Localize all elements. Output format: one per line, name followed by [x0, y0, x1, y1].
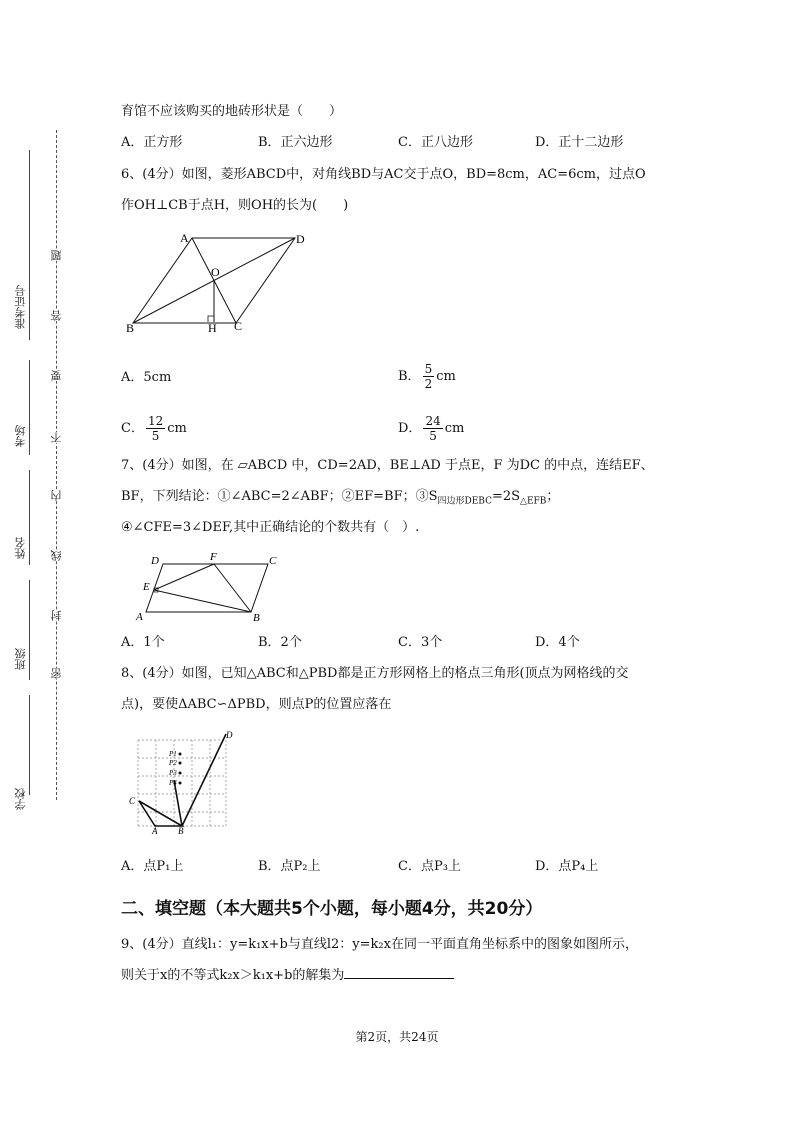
page-footer: 第2页，共24页	[355, 1030, 439, 1044]
section-heading: 二、填空题（本大题共5个小题，每小题4分，共20分）	[121, 899, 543, 919]
q6-option-a: A．5cm	[121, 370, 172, 385]
label-exam-number: 准考证号	[14, 285, 27, 329]
margin-line	[29, 360, 30, 455]
margin-line	[29, 150, 30, 340]
q6-option-b: B． $\frac{5}{2}$ cm	[398, 362, 456, 391]
seal-char: 线	[50, 550, 63, 561]
seal-dotted-line	[56, 130, 57, 800]
q6-option-d: D． $\frac{24}{5}$ cm	[398, 414, 465, 443]
label-C: C	[234, 319, 243, 333]
q8-option-d: D．点P₄上	[535, 859, 599, 874]
seal-char: 答	[50, 310, 63, 321]
label-D: D	[151, 555, 159, 567]
q5-option-a: A．正方形	[121, 135, 183, 150]
q5-stem-tail: 育馆不应该购买的地砖形状是（ ）	[121, 104, 343, 119]
q7-stem-line2: BF，下列结论：①∠ABC=2∠ABF；②EF=BF；$③S_{四边形DEBC}=2S_{\triangle EFB}$；	[121, 489, 560, 507]
q8-option-b: B．点P₂上	[258, 859, 321, 874]
margin-line	[29, 470, 30, 565]
seal-char: 密	[50, 668, 63, 679]
q6-rhombus-figure	[120, 226, 320, 338]
q8-grid-figure	[128, 730, 238, 838]
q8-stem-line1: 8、(4分）如图，已知△ABC和△PBD都是正方形网格上的格点三角形(顶点为网格线的交	[121, 666, 629, 681]
label-P2: P2	[169, 759, 177, 767]
margin-line	[29, 580, 30, 680]
q5-option-b: B．正六边形	[258, 135, 333, 150]
label-B: B	[126, 321, 135, 335]
label-F: F	[210, 551, 217, 563]
label-exam-room: 考场	[14, 425, 27, 447]
q5-option-d: D．正十二边形	[535, 135, 624, 150]
label-A: A	[180, 231, 189, 245]
q6-stem-line1: 6、(4分）如图，菱形ABCD中，对角线BD与AC交于点O，BD=8cm，AC=6cm，过点O	[121, 167, 646, 182]
seal-char: 内	[50, 490, 63, 501]
seal-char: 不	[50, 432, 63, 443]
label-P3: P3	[169, 769, 177, 777]
q6-option-c: C． $\frac{12}{5}$ cm	[121, 414, 187, 443]
q9-stem-line2: 则关于x的不等式k₂x＞k₁x+b的解集为	[121, 966, 454, 985]
label-D: D	[226, 730, 233, 740]
label-B: B	[253, 612, 260, 624]
q7-option-d: D．4个	[535, 635, 580, 650]
label-class: 班级	[14, 648, 27, 670]
q8-stem-line2: 点)，要使ΔABC∽ΔPBD，则点P的位置应落在	[121, 697, 392, 712]
label-E: E	[143, 581, 150, 593]
q9-stem-line1: 9、(4分）直线l₁：y=k₁x+b与直线l2：y=k₂x在同一平面直角坐标系中的图象如图所示，	[121, 937, 638, 952]
q5-option-c: C．正八边形	[398, 135, 473, 150]
label-O: O	[211, 265, 220, 279]
label-name: 姓名	[14, 537, 27, 559]
q7-option-a: A．1个	[121, 635, 165, 650]
seal-char: 封	[50, 610, 63, 621]
seal-char: 题	[50, 250, 63, 261]
q8-option-c: C．点P₃上	[398, 859, 461, 874]
q7-stem-line3: ④∠CFE=3∠DEF,其中正确结论的个数共有（ ）.	[121, 520, 420, 535]
label-school: 学校	[14, 788, 27, 810]
seal-char: 要	[50, 370, 63, 381]
q8-option-a: A．点P₁上	[121, 859, 184, 874]
label-H: H	[208, 321, 217, 335]
label-A: A	[136, 611, 143, 623]
label-C: C	[129, 796, 136, 806]
label-B: B	[178, 826, 184, 836]
q7-parallelogram-figure	[133, 550, 283, 626]
q7-option-b: B．2个	[258, 635, 302, 650]
answer-blank	[344, 966, 454, 979]
q7-option-c: C．3个	[398, 635, 443, 650]
q6-stem-line2: 作OH⊥CB于点H，则OH的长为( )	[121, 198, 349, 213]
label-D: D	[296, 232, 305, 246]
label-C: C	[269, 555, 277, 567]
q7-stem-line1: 7、(4分）如图，在 ▱ABCD 中，CD=2AD，BE⊥AD 于点E，F 为DC 的中点，连结EF、	[121, 458, 654, 473]
margin-line	[29, 695, 30, 795]
label-P1: P1	[169, 750, 177, 758]
label-P4: P4	[169, 779, 177, 787]
label-A: A	[152, 826, 158, 836]
